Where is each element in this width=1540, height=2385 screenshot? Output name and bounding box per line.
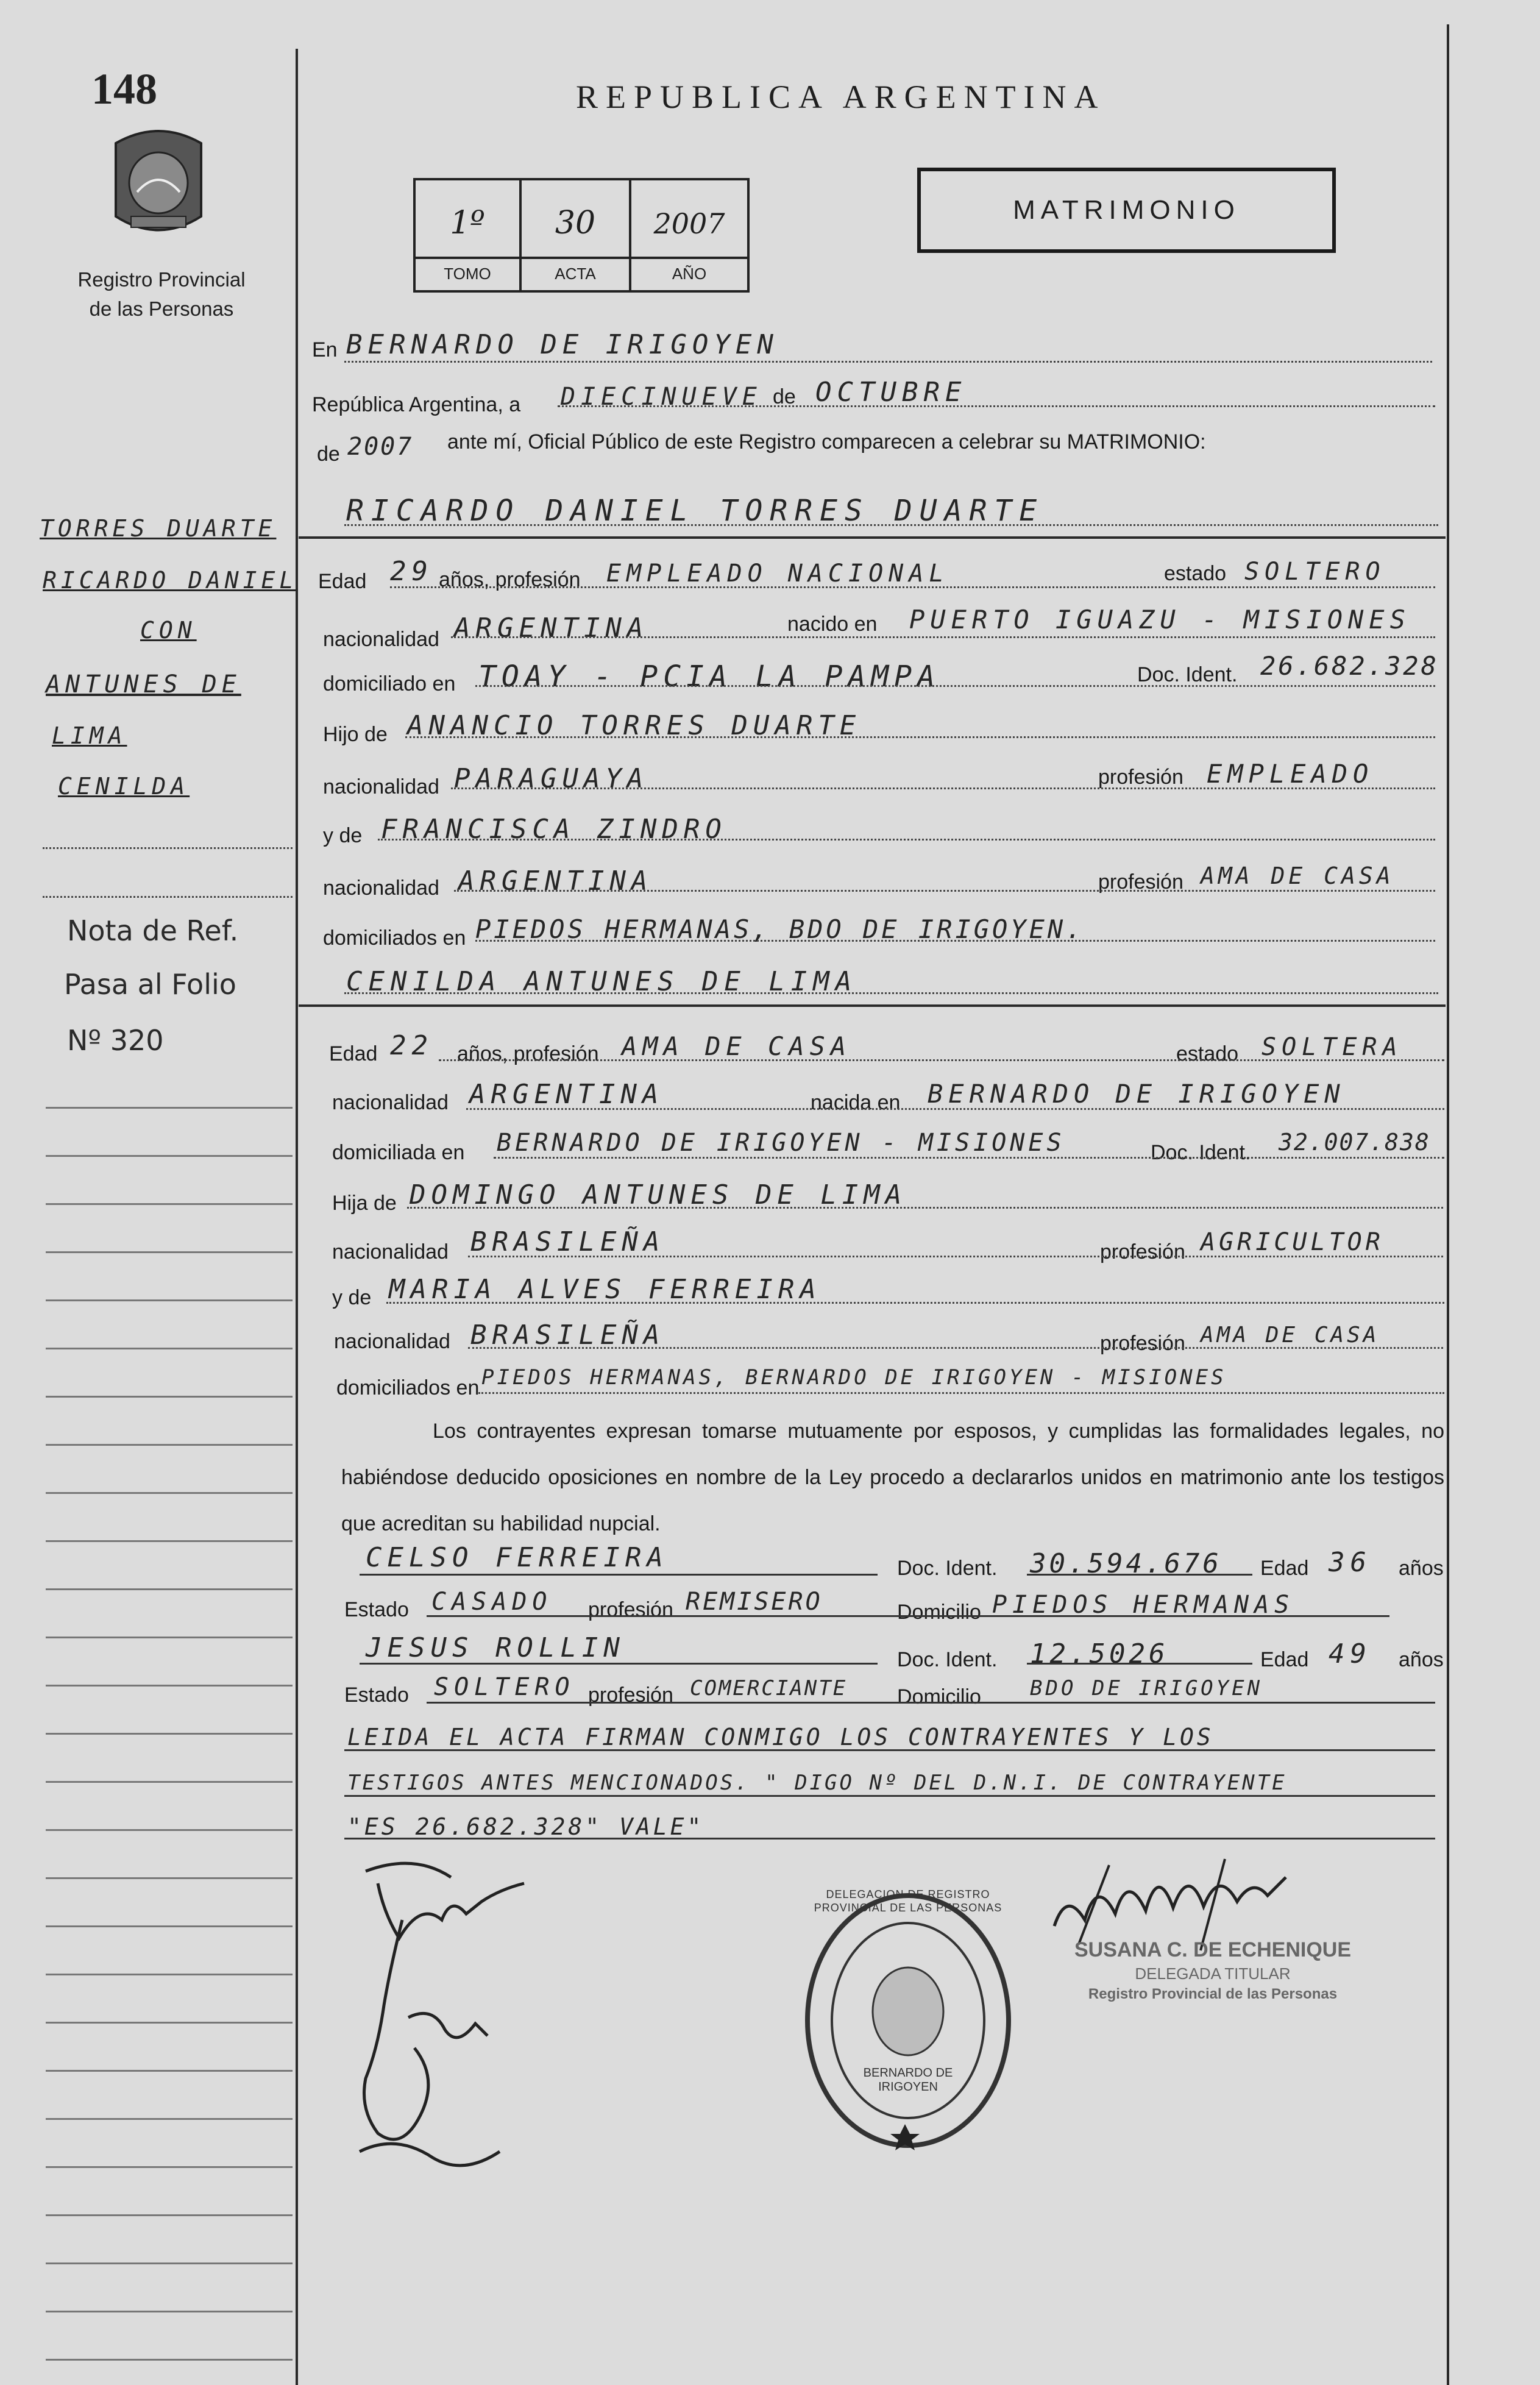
groom-mother-profession: AMA DE CASA bbox=[1201, 862, 1394, 889]
bride-yde-label: y de bbox=[332, 1286, 372, 1309]
groom-parents-domicile: PIEDOS HERMANAS, BDO DE IRIGOYEN. bbox=[475, 914, 1085, 944]
bride-estado: SOLTERA bbox=[1261, 1033, 1403, 1061]
bride-domicile: BERNARDO DE IRIGOYEN - MISIONES bbox=[497, 1129, 1065, 1157]
left-column-divider bbox=[296, 49, 298, 2385]
groom-dom-label: domiciliado en bbox=[323, 672, 456, 695]
document-type-label: MATRIMONIO bbox=[1013, 195, 1240, 225]
bride-father-profession: AGRICULTOR bbox=[1201, 1228, 1384, 1256]
closing-line-2: TESTIGOS ANTES MENCIONADOS. " DIGO Nº DEL D.N.I. DE CONTRAYENTE bbox=[347, 1771, 1287, 1795]
bride-mother: MARIA ALVES FERREIRA bbox=[389, 1274, 821, 1305]
bride-full-name: CENILDA ANTUNES DE LIMA bbox=[346, 966, 858, 997]
document-type-box bbox=[917, 168, 1336, 253]
bride-mnac-label: nacionalidad bbox=[334, 1330, 450, 1353]
tomo-label: TOMO bbox=[444, 265, 491, 283]
right-page-border bbox=[1447, 24, 1449, 2385]
page-number: 148 bbox=[91, 65, 157, 113]
groom-mprof-label: profesión bbox=[1098, 870, 1183, 894]
official-stamp bbox=[1030, 1938, 1396, 2011]
groom-father: ANANCIO TORRES DUARTE bbox=[407, 710, 862, 741]
witness1-doc-label: Doc. Ident. bbox=[897, 1557, 998, 1580]
official-stamp-name: SUSANA C. DE ECHENIQUE bbox=[1074, 1938, 1352, 1961]
witness2-profession: COMERCIANTE bbox=[690, 1676, 848, 1701]
bride-mprof-label: profesión bbox=[1100, 1332, 1185, 1355]
bride-section-divider bbox=[299, 1004, 1446, 1007]
groom-pdom-label: domiciliados en bbox=[323, 926, 466, 950]
marriage-day: DIECINUEVE bbox=[561, 383, 762, 411]
margin-note-line2: Pasa al Folio bbox=[64, 968, 236, 1001]
groom-doc-label: Doc. Ident. bbox=[1137, 663, 1238, 686]
groom-anos-label: años, profesión bbox=[439, 568, 581, 591]
margin-note-line3: Nº 320 bbox=[67, 1024, 164, 1057]
closing-line-3: "ES 26.682.328" VALE" bbox=[347, 1813, 704, 1840]
round-seal-ring-text: DELEGACION DE REGISTRO PROVINCIAL DE LAS PERSONAS bbox=[814, 1888, 1002, 1914]
margin-note-line1: Nota de Ref. bbox=[67, 914, 239, 947]
witness1-name: CELSO FERREIRA bbox=[366, 1542, 669, 1573]
ano-label: AÑO bbox=[672, 265, 707, 283]
witness1-domicile: PIEDOS HERMANAS bbox=[992, 1591, 1295, 1619]
margin-name-1: TORRES DUARTE bbox=[40, 515, 277, 542]
groom-hijo-label: Hijo de bbox=[323, 723, 388, 746]
witness2-age: 49 bbox=[1329, 1638, 1372, 1669]
witness2-edad-label: Edad bbox=[1260, 1648, 1309, 1671]
bride-fprof-label: profesión bbox=[1100, 1240, 1185, 1264]
groom-domicile: TOAY - PCIA LA PAMPA bbox=[478, 659, 940, 694]
record-reference-box bbox=[413, 178, 750, 293]
groom-nationality: ARGENTINA bbox=[454, 613, 649, 644]
marriage-place: BERNARDO DE IRIGOYEN bbox=[346, 329, 779, 360]
bride-mother-profession: AMA DE CASA bbox=[1201, 1323, 1380, 1348]
de-label: de bbox=[773, 385, 796, 408]
bride-father-nationality: BRASILEÑA bbox=[470, 1226, 665, 1257]
groom-birthplace: PUERTO IGUAZU - MISIONES bbox=[909, 605, 1411, 634]
bride-edad-label: Edad bbox=[329, 1042, 378, 1065]
groom-estado-label: estado bbox=[1164, 562, 1227, 585]
closing-line-1: LEIDA EL ACTA FIRMAN CONMIGO LOS CONTRAYENTES Y LOS bbox=[347, 1724, 1214, 1751]
margin-name-6: CENILDA bbox=[58, 773, 190, 800]
bride-age: 22 bbox=[390, 1030, 433, 1061]
groom-full-name: RICARDO DANIEL TORRES DUARTE bbox=[346, 494, 1045, 528]
bride-fnac-label: nacionalidad bbox=[332, 1240, 449, 1264]
witness2-doc-label: Doc. Ident. bbox=[897, 1648, 998, 1671]
bride-doc-label: Doc. Ident. bbox=[1151, 1141, 1251, 1164]
groom-mother: FRANCISCA ZINDRO bbox=[381, 814, 727, 845]
margin-name-4: ANTUNES DE bbox=[46, 670, 241, 698]
registry-name-line2: de las Personas bbox=[89, 297, 234, 320]
witness1-profession: REMISERO bbox=[686, 1588, 823, 1616]
bride-father: DOMINGO ANTUNES DE LIMA bbox=[410, 1179, 907, 1210]
witness2-prof-label: profesión bbox=[588, 1683, 673, 1707]
groom-profession: EMPLEADO NACIONAL bbox=[606, 560, 949, 588]
left-margin-ruled-lines bbox=[46, 1061, 293, 2371]
legal-declaration: Los contrayentes expresan tomarse mutuamente por esposos, y cumplidas las formalidades legales, no habiéndose deducido oposiciones en nombre de la Ley procedo a declararlos unidos en matrimonio ante los testigos que acreditan su habilidad nupcial. bbox=[341, 1420, 1444, 1535]
margin-name-2: RICARDO DANIEL bbox=[43, 567, 298, 594]
marriage-month: OCTUBRE bbox=[815, 377, 967, 408]
groom-fnac-label: nacionalidad bbox=[323, 775, 439, 798]
witness1-estado: CASADO bbox=[431, 1588, 553, 1616]
signature-left bbox=[341, 1847, 548, 2188]
bride-birthplace: BERNARDO DE IRIGOYEN bbox=[928, 1079, 1346, 1109]
bride-nacida-label: nacida en bbox=[811, 1091, 901, 1114]
round-seal-center-text: BERNARDO DE IRIGOYEN bbox=[863, 2066, 953, 2094]
bride-doc-number: 32.007.838 bbox=[1279, 1129, 1430, 1156]
witness2-anos-label: años bbox=[1399, 1648, 1444, 1671]
marriage-year: 2007 bbox=[347, 433, 414, 461]
bride-dom-label: domiciliada en bbox=[332, 1141, 465, 1164]
bride-anos-label: años, profesión bbox=[457, 1042, 599, 1065]
margin-name-3: CON bbox=[140, 617, 197, 644]
groom-yde-label: y de bbox=[323, 824, 363, 847]
de2-label: de bbox=[317, 443, 340, 466]
groom-nac-label: nacionalidad bbox=[323, 628, 439, 651]
en-label: En bbox=[312, 338, 338, 361]
bride-mother-nationality: BRASILEÑA bbox=[470, 1320, 665, 1351]
bride-nationality: ARGENTINA bbox=[469, 1079, 664, 1110]
ano-value: 2007 bbox=[653, 207, 725, 240]
witness2-name: JESUS ROLLIN bbox=[366, 1632, 625, 1663]
groom-age: 29 bbox=[390, 556, 433, 587]
witness1-edad-label: Edad bbox=[1260, 1557, 1309, 1580]
republica-label: República Argentina, a bbox=[312, 393, 521, 416]
groom-father-profession: EMPLEADO bbox=[1207, 759, 1374, 789]
acta-label: ACTA bbox=[555, 265, 596, 283]
witness2-domicile: BDO DE IRIGOYEN bbox=[1030, 1676, 1263, 1701]
groom-father-nationality: PARAGUAYA bbox=[454, 763, 649, 794]
groom-mother-nationality: ARGENTINA bbox=[458, 865, 653, 897]
country-title: REPUBLICA ARGENTINA bbox=[576, 79, 1106, 115]
groom-doc-number: 26.682.328 bbox=[1260, 651, 1439, 681]
provincial-seal-emblem bbox=[104, 125, 213, 247]
witness1-estado-label: Estado bbox=[344, 1598, 409, 1621]
registry-name-line1: Registro Provincial bbox=[77, 268, 246, 291]
bride-profession: AMA DE CASA bbox=[622, 1031, 852, 1061]
official-stamp-title: DELEGADA TITULAR bbox=[1135, 1964, 1291, 1983]
official-stamp-office: Registro Provincial de las Personas bbox=[1088, 1986, 1338, 2002]
groom-edad-label: Edad bbox=[318, 570, 367, 593]
witness2-estado-label: Estado bbox=[344, 1683, 409, 1707]
witness1-anos-label: años bbox=[1399, 1557, 1444, 1580]
margin-name-5: LIMA bbox=[52, 722, 127, 749]
bride-hija-label: Hija de bbox=[332, 1192, 397, 1215]
groom-section-divider bbox=[299, 536, 1446, 539]
witness2-dom-label: Domicilio bbox=[897, 1685, 981, 1708]
witness1-dom-label: Domicilio bbox=[897, 1601, 981, 1624]
groom-fprof-label: profesión bbox=[1098, 766, 1183, 789]
witness1-doc: 30.594.676 bbox=[1030, 1548, 1222, 1579]
bride-pdom-label: domiciliados en bbox=[336, 1376, 480, 1399]
witness2-doc: 12.5026 bbox=[1030, 1638, 1169, 1669]
groom-estado: SOLTERO bbox=[1244, 558, 1386, 586]
bride-parents-domicile: PIEDOS HERMANAS, BERNARDO DE IRIGOYEN - MISIONES bbox=[481, 1365, 1227, 1390]
groom-nacido-label: nacido en bbox=[787, 613, 878, 636]
witness1-prof-label: profesión bbox=[588, 1598, 673, 1621]
ante-text: ante mí, Oficial Público de este Registro comparecen a celebrar su MATRIMONIO: bbox=[447, 430, 1206, 453]
witness2-estado: SOLTERO bbox=[434, 1673, 575, 1701]
round-registry-seal bbox=[795, 1880, 1021, 2161]
bride-estado-label: estado bbox=[1176, 1042, 1239, 1065]
groom-mnac-label: nacionalidad bbox=[323, 876, 439, 900]
acta-value: 30 bbox=[555, 205, 596, 241]
bride-nac-label: nacionalidad bbox=[332, 1091, 449, 1114]
tomo-value: 1º bbox=[450, 205, 485, 241]
witness1-age: 36 bbox=[1329, 1547, 1372, 1578]
